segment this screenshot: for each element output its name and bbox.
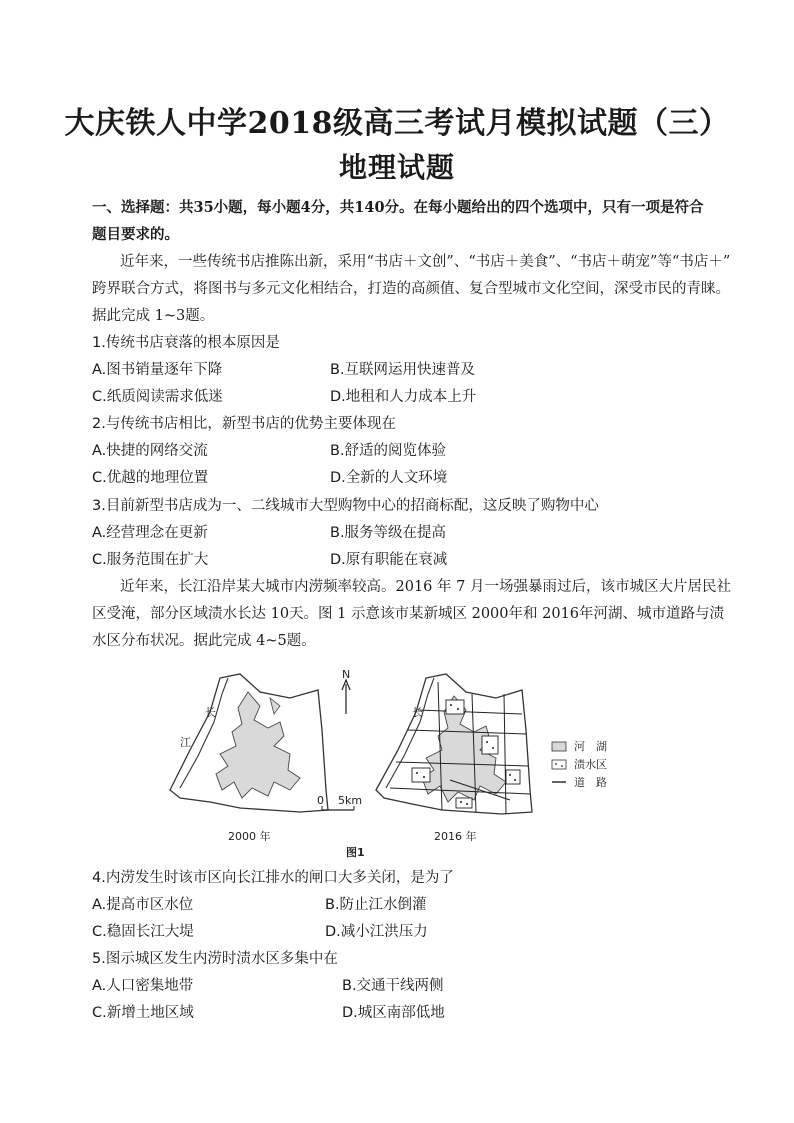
section-heading-line-1: 一、选择题：共35小题，每小题4分，共140分。在每小题给出的四个选项中，只有一项是符合 (92, 199, 704, 216)
question-3-option-b[interactable]: B.服务等级在提高 (330, 525, 447, 541)
legend (552, 742, 566, 782)
passage-1-line-2: 跨界联合方式，将图书与多元文化相结合，打造的高颜值、复合型城市文化空间，深受市民的青睐。 (92, 281, 730, 297)
question-3-option-a[interactable]: A.经营理念在更新 (92, 525, 208, 541)
river-label-chang-2016: 长 (412, 706, 423, 719)
question-5-option-a[interactable]: A.人口密集地带 (92, 978, 194, 994)
question-5-option-d[interactable]: D.城区南部低地 (342, 1005, 445, 1021)
figure-1-map (150, 670, 630, 860)
question-1-option-c[interactable]: C.纸质阅读需求低迷 (92, 389, 223, 405)
section-heading-line-2: 题目要求的。 (92, 226, 179, 243)
page-title: 大庆铁人中学2018级高三考试月模拟试题（三） (64, 106, 730, 141)
north-label: N (342, 670, 351, 681)
question-5-stem: 5.图示城区发生内涝时渍水区多集中在 (92, 951, 338, 967)
passage-2-line-1: 近年来，长江沿岸某大城市内涝频率较高。2016 年 7 月一场强暴雨过后，该市城区大片居民社 (120, 579, 731, 595)
passage-2-line-2: 区受淹，部分区域渍水长达 10天。图 1 示意该市某新城区 2000年和 2016年河湖、城市道路与渍 (92, 606, 725, 622)
river-label-jiang: 江 (180, 736, 191, 749)
label-2000: 2000 年 (228, 830, 271, 843)
passage-1-line-1: 近年来，一些传统书店推陈出新，采用“书店＋文创”、“书店＋美食”、“书店＋萌宠”等“书店＋” (120, 254, 731, 270)
passage-1-line-3: 据此完成 1~3题。 (92, 308, 215, 324)
scale-length: 5km (338, 794, 363, 807)
label-2016: 2016 年 (434, 830, 477, 843)
question-2-stem: 2.与传统书店相比，新型书店的优势主要体现在 (92, 416, 396, 432)
legend-river-lake: 河 湖 (574, 740, 607, 753)
question-4-option-a[interactable]: A.提高市区水位 (92, 897, 194, 913)
question-2-option-c[interactable]: C.优越的地理位置 (92, 470, 209, 486)
question-4-option-b[interactable]: B.防止江水倒灌 (325, 897, 427, 913)
question-1-stem: 1.传统书店衰落的根本原因是 (92, 335, 280, 351)
question-3-stem: 3.目前新型书店成为一、二线城市大型购物中心的招商标配，这反映了购物中心 (92, 498, 599, 514)
question-1-option-d[interactable]: D.地租和人力成本上升 (330, 389, 477, 405)
map-2000 (170, 674, 328, 812)
question-3-option-d[interactable]: D.原有职能在衰减 (330, 552, 448, 568)
legend-road: 道 路 (574, 776, 607, 789)
scale-zero: 0 (317, 794, 324, 807)
page-subtitle: 地理试题 (338, 151, 455, 184)
question-4-option-c[interactable]: C.稳固长江大堤 (92, 924, 194, 940)
question-3-option-c[interactable]: C.服务范围在扩大 (92, 552, 209, 568)
question-4-option-d[interactable]: D.减小江洪压力 (325, 924, 428, 940)
question-2-option-b[interactable]: B.舒适的阅览体验 (330, 443, 447, 459)
legend-waterlogged-area: 渍水区 (574, 758, 607, 771)
question-1-option-b[interactable]: B.互联网运用快速普及 (330, 362, 476, 378)
river-label-chang: 长 (205, 706, 216, 719)
passage-2-line-3: 水区分布状况。据此完成 4~5题。 (92, 633, 316, 649)
north-arrow (342, 680, 350, 714)
question-4-stem: 4.内涝发生时该市区向长江排水的闸口大多关闭，是为了 (92, 870, 454, 886)
figure-caption: 图1 (346, 846, 365, 859)
question-1-option-a[interactable]: A.图书销量逐年下降 (92, 362, 223, 378)
question-2-option-a[interactable]: A.快捷的网络交流 (92, 443, 208, 459)
question-2-option-d[interactable]: D.全新的人文环境 (330, 470, 448, 486)
map-2016 (376, 674, 532, 814)
question-5-option-b[interactable]: B.交通干线两侧 (342, 978, 444, 994)
question-5-option-c[interactable]: C.新增土地区域 (92, 1005, 194, 1021)
